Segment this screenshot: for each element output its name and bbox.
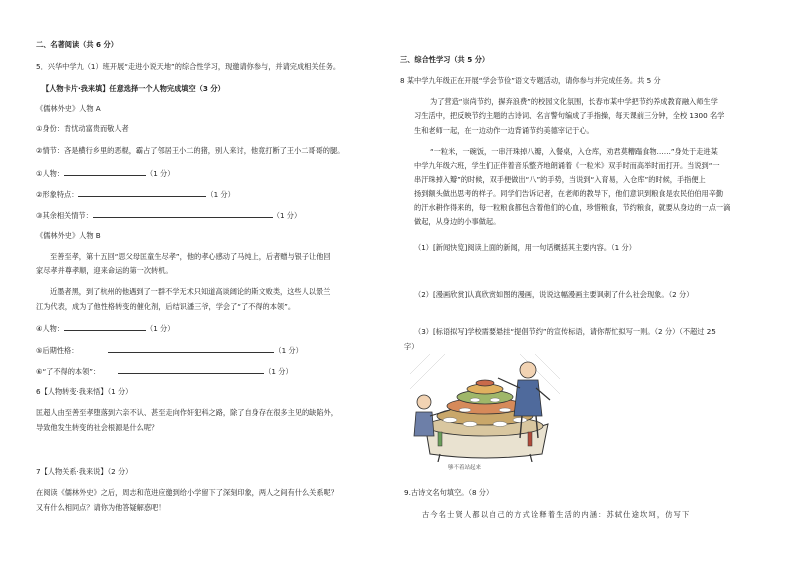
b-skill-label: ⑥“了不得的本领”： (36, 367, 101, 376)
a-other-blank[interactable] (93, 210, 273, 218)
b-skill-row (36, 366, 293, 377)
book-a-title: 《儒林外史》人物 A (36, 104, 101, 113)
q8-sub3-line1: （3）[标语拟写]学校需要悬挂“提倡节约”的宣传标语，请你帮忙拟写一则。（2 分）（不超过 25 (414, 327, 716, 336)
q8-sub1: （1）[新闻快览]阅读上面的新闻，用一句话概括其主要内容。（1 分） (414, 243, 636, 252)
q8-news-p2-line5: 的汗水耕作得来的，每一粒粮食都包含着他们的心血，珍惜粮食，节约粮食，就要从身边的一点一滴 (414, 203, 731, 212)
section-title-comprehensive: 三、综合性学习（共 5 分） (400, 55, 490, 64)
cartoon-illustration (410, 354, 560, 462)
a-trait-label: ②形象特点： (36, 190, 79, 199)
a-plot: ②情节：吝是横行乡里的恶棍，霸占了邻居王小二的猪，别人来讨，他竟打断了王小二哥哥的腿。 (36, 146, 345, 155)
b-change-label: ⑤后期性格： (36, 346, 79, 355)
a-name-blank[interactable] (64, 168, 146, 176)
q8-news-p2-line6: 做起，从身边的小事做起。 (414, 217, 501, 226)
b-change-blank[interactable] (108, 345, 274, 353)
q7-body-line1: 在阅读《儒林外史》之后，周志和范进应邀到给小学留下了深刻印象，两人之间有什么关系呢？ (36, 488, 338, 497)
q7-title: 7【人物关系·我来说】（2 分） (36, 467, 133, 476)
q8-news-p2-line4: 扬到额头做出思考的样子。同学们告诉记者，在老师的教导下，他们意识到粮食是农民伯伯用辛勤 (414, 189, 724, 198)
q6-body-line1: 匡超人由至善至孝堕落到六亲不认、甚至走向作奸犯科之路，除了自身存在很多主见的缺陷外， (36, 408, 338, 417)
b-change-row (36, 345, 303, 356)
a-trait-score: （1 分） (206, 190, 235, 199)
a-identity: ①身份：肯忧动富贵而敬人者 (36, 124, 129, 133)
a-trait-blank[interactable] (78, 189, 206, 197)
q9-title: 9.古诗文名句填空。（8 分） (404, 488, 494, 497)
q8-news-p1-line3: 生和老师一起，在一边动作一边背诵节约美德宰记于心。 (414, 126, 594, 135)
a-other-score: （1 分） (272, 211, 302, 220)
a-other-label: ③其余相关情节： (36, 211, 93, 220)
b-skill-blank[interactable] (118, 366, 264, 374)
q5-intro: 5．兴华中学九（1）班开展“走进小说天地”的综合性学习，现邀请你参与，并请完成相关任务。 (36, 62, 341, 71)
q5-task: 【人物卡片·我来填】任意选择一个人物完成填空（3 分） (42, 84, 225, 93)
b-name-row (36, 323, 174, 334)
b-para1-line1: 至善至孝，第十五回“思父母匡童生尽孝”，他的孝心感动了马纯上，后者赠与银子让他回 (50, 252, 331, 261)
q8-sub3-line2: 字） (404, 342, 419, 351)
section-title-reading: 二、名著阅读（共 6 分） (36, 40, 118, 49)
left-column (36, 0, 381, 562)
right-column (400, 0, 772, 562)
b-name-score: （1 分） (146, 324, 175, 333)
cartoon-caption: 够不着站起来 (448, 465, 482, 471)
b-para2-line1: 近墨者黑，到了杭州的他遇到了一群不学无术只知道高谈阔论的斯文败类，这些人以景兰 (50, 287, 331, 296)
a-name-row (36, 168, 174, 179)
q7-body-line2: 又有什么相同点？请你为他答疑解惑吧！ (36, 503, 166, 512)
q9-body: 古今名士贤人都以自己的方式诠释着生活的内涵：苏轼仕途坎坷，仿写下 (422, 510, 691, 519)
a-trait-row (36, 189, 235, 200)
q8-news-p2-line1: “一粒米，一碗饭，一串汗珠掉八瓣，入餐桌，入仓库，劝君莫糟蹋食物……”身处于走进某 (430, 147, 718, 156)
b-name-blank[interactable] (64, 323, 146, 331)
b-name-label: ④人物： (36, 324, 65, 333)
b-skill-score: （1 分） (264, 367, 293, 376)
q8-news-p2-line3: 串汗珠掉入瓣”的时候，双手便做出“八”的手势，当说到“入育易，入仓库”的时候，手指便上 (414, 175, 706, 184)
q6-body-line2: 导致他发生转变的社会根源是什么呢？ (36, 423, 159, 432)
a-name-label: ①人物： (36, 169, 65, 178)
q8-news-p1-line2: 习生活中，把反映节约主题的古诗词、名言警句编成了手指操，每天课前三分钟，全校 1300 名学 (414, 111, 725, 120)
q6-title: 6【人物转变·我来悟】（1 分） (36, 387, 133, 396)
a-name-score: （1 分） (146, 169, 175, 178)
q8-intro: 8 某中学九年级正在开展“学会节俭”语文专题活动，请你参与并完成任务。共 5 分 (400, 76, 661, 85)
b-change-score: （1 分） (274, 346, 303, 355)
q8-news-p2-line2: 中学九年级六班，学生们正伴着音乐整齐地朗诵着《一粒米》双手时而高举时而打开。当说到“一 (414, 161, 720, 170)
a-other-row (36, 210, 301, 221)
b-para1-line2: 家尽孝并尊孝顺，迎来命运的第一次转机。 (36, 266, 173, 275)
q8-news-p1-line1: 为了营造“崇尚节约，摒弃浪费”的校园文化氛围，长春市某中学把节约养成教育融入师生学 (430, 97, 718, 106)
book-b-title: 《儒林外史》人物 B (36, 231, 101, 240)
q8-sub2: （2）[漫画欣赏]认真欣赏如图的漫画，说说这幅漫画主要讽刺了什么社会现象。（2 分） (414, 290, 694, 299)
cartoon-drawing (410, 354, 560, 462)
b-para2-line2: 江为代表，成为了他性格转变的催化剂，后结识潘三爷，学会了“了不得的本领”。 (36, 302, 296, 311)
